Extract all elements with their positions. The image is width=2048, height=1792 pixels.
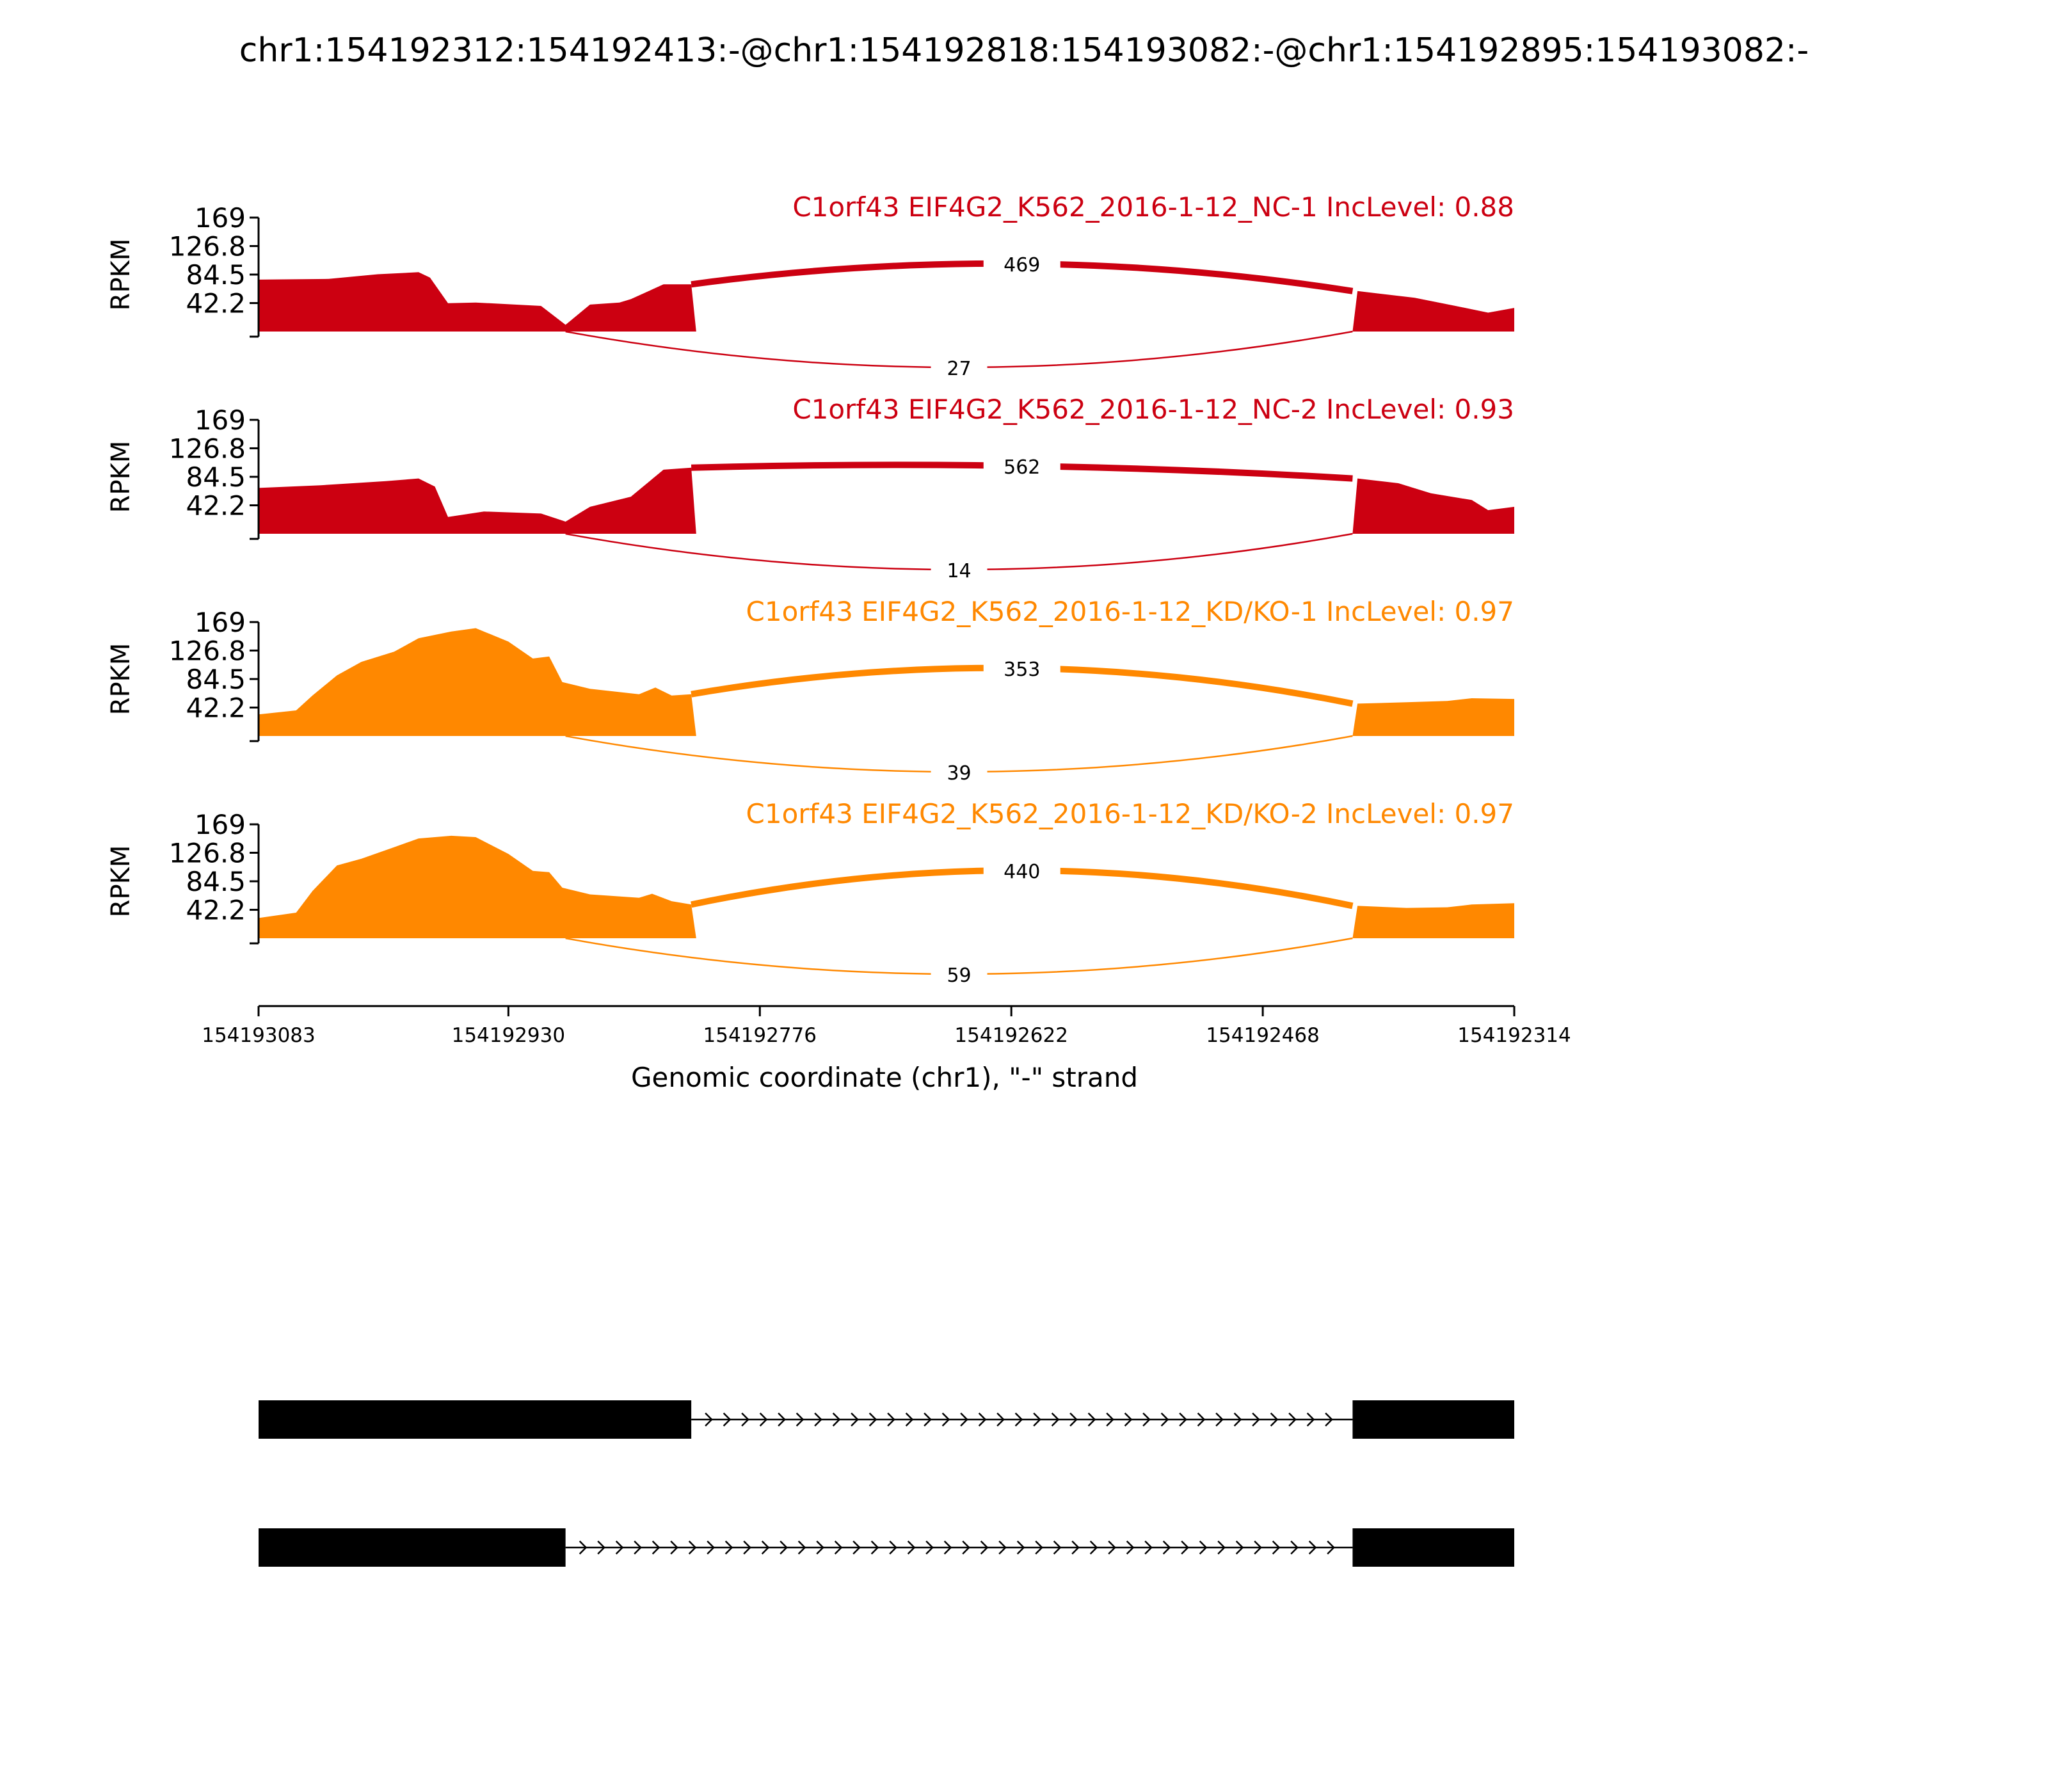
y-tick-label: 126.8 — [168, 837, 246, 869]
coverage-area — [259, 272, 1514, 332]
track-label: C1orf43 EIF4G2_K562_2016-1-12_KD/KO-1 IncLevel: 0.97 — [746, 596, 1514, 627]
isoform-2 — [259, 1528, 1514, 1567]
y-axis-label: RPKM — [106, 643, 136, 716]
track-4 — [106, 798, 1514, 988]
x-tick-label: 154192622 — [954, 1024, 1068, 1047]
exon-block — [259, 1528, 566, 1567]
y-tick-label: 169 — [194, 404, 246, 436]
plot-title: chr1:154192312:154192413:-@chr1:154192818:154193082:-@chr1:154192895:154193082:- — [239, 31, 1809, 70]
y-tick-label: 42.2 — [186, 287, 246, 319]
skipping-junction-count: 59 — [947, 964, 972, 987]
inclusion-junction-count: 440 — [1004, 861, 1041, 883]
x-tick-label: 154192776 — [703, 1024, 817, 1047]
inclusion-junction-count: 353 — [1004, 659, 1041, 681]
x-tick-label: 154193083 — [202, 1024, 316, 1047]
y-tick-label: 126.8 — [168, 230, 246, 262]
y-axis-label: RPKM — [106, 845, 136, 918]
y-tick-label: 169 — [194, 202, 246, 234]
track-1 — [106, 191, 1514, 381]
coverage-area — [259, 836, 1514, 938]
track-3 — [106, 596, 1514, 786]
y-axis-label: RPKM — [106, 440, 136, 513]
y-tick-label: 126.8 — [168, 635, 246, 667]
inclusion-junction-count: 562 — [1004, 456, 1041, 479]
y-tick-label: 169 — [194, 607, 246, 638]
inclusion-junction-count: 469 — [1004, 254, 1041, 276]
exon-block — [259, 1400, 691, 1439]
y-tick-label: 42.2 — [186, 490, 246, 522]
isoform-1 — [259, 1400, 1514, 1439]
y-tick-label: 126.8 — [168, 433, 246, 465]
y-tick-label: 42.2 — [186, 692, 246, 724]
x-axis-label: Genomic coordinate (chr1), "-" strand — [630, 1062, 1139, 1093]
coverage-tracks — [106, 191, 1514, 988]
skipping-junction-count: 14 — [947, 560, 972, 582]
track-2 — [106, 394, 1514, 584]
y-tick-label: 169 — [194, 809, 246, 840]
y-tick-label: 84.5 — [186, 866, 246, 897]
exon-block — [1352, 1400, 1514, 1439]
exon-block — [1352, 1528, 1514, 1567]
y-tick-label: 42.2 — [186, 894, 246, 926]
track-label: C1orf43 EIF4G2_K562_2016-1-12_KD/KO-2 IncLevel: 0.97 — [746, 798, 1514, 829]
track-label: C1orf43 EIF4G2_K562_2016-1-12_NC-1 IncLevel: 0.88 — [792, 191, 1514, 223]
skipping-junction-count: 39 — [947, 762, 972, 785]
skipping-junction-count: 27 — [947, 358, 972, 380]
x-tick-label: 154192468 — [1206, 1024, 1320, 1047]
x-tick-label: 154192930 — [451, 1024, 566, 1047]
track-label: C1orf43 EIF4G2_K562_2016-1-12_NC-2 IncLevel: 0.93 — [792, 394, 1514, 425]
gene-structure — [259, 1400, 1514, 1567]
y-tick-label: 84.5 — [186, 259, 246, 291]
x-tick-label: 154192314 — [1457, 1024, 1571, 1047]
x-axis — [202, 1006, 1571, 1047]
coverage-area — [259, 628, 1514, 737]
y-tick-label: 84.5 — [186, 664, 246, 695]
y-tick-label: 84.5 — [186, 461, 246, 493]
y-axis-label: RPKM — [106, 238, 136, 311]
